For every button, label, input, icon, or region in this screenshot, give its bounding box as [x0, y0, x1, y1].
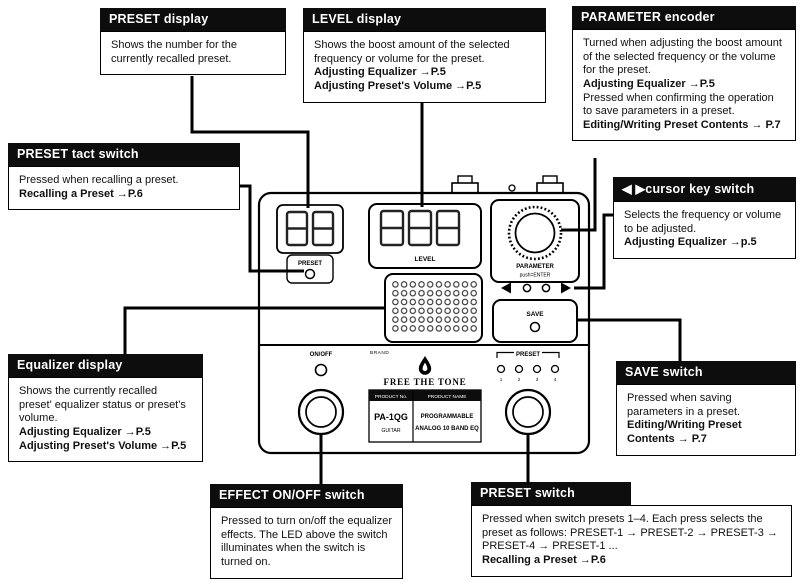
callout-preset-switch-title: PRESET switch [471, 482, 631, 505]
preset-tact-switch [306, 270, 315, 279]
parameter-label: PARAMETER [516, 264, 554, 270]
callout-preset-display-title: PRESET display [100, 8, 286, 31]
product-name-header: PRODUCT NAME [427, 395, 467, 400]
push-enter-label: push=ENTER [519, 272, 551, 279]
callout-level-display-title: LEVEL display [303, 8, 546, 31]
preset-led-number-3: 3 [535, 377, 539, 382]
level-display-label: LEVEL [414, 256, 436, 263]
save-switch [531, 323, 540, 332]
callout-effect-onoff-switch-title: EFFECT ON/OFF switch [210, 484, 403, 507]
onoff-label: ON/OFF [309, 352, 333, 358]
callout-preset-switch-body [471, 505, 792, 577]
callout-parameter-encoder-title: PARAMETER encoder [572, 6, 796, 29]
callout-save-switch-title: SAVE switch [616, 361, 796, 384]
callout-text: Pressed when recalling a preset. [19, 174, 179, 186]
callout-cursor-key-switch-body [613, 201, 796, 259]
callout-reference: Editing/Writing Preset Contents → P.7 [627, 419, 742, 445]
callout-parameter-encoder-body [572, 29, 796, 141]
callout-cursor-key-switch [613, 177, 796, 259]
connector-save-switch [577, 320, 680, 365]
callout-text: Selects the frequency or volume to be adjusted. [624, 209, 782, 235]
effect-onoff-footswitch [299, 390, 343, 434]
product-name-line1: PROGRAMMABLE [420, 414, 474, 420]
callout-reference: Recalling a Preset →P.6 [482, 553, 606, 566]
callout-reference: Adjusting Preset's Volume →P.5 [19, 439, 187, 452]
output-jack-icon [537, 176, 563, 194]
product-name-line2: ANALOG 10 BAND EQ [415, 426, 479, 432]
callout-save-switch [616, 361, 796, 456]
callout-equalizer-display [8, 354, 203, 462]
callout-text: Pressed when confirming the operation to save parameters in a preset. [583, 91, 774, 118]
callout-preset-display [100, 8, 286, 75]
preset-section-label: PRESET [515, 352, 541, 358]
callout-reference: Adjusting Equalizer →P.5 [19, 425, 151, 438]
product-no: PA-1QG [374, 412, 408, 422]
callout-level-display [303, 8, 546, 103]
preset-led-1 [498, 366, 505, 373]
product-category: GUITAR [381, 428, 401, 434]
equalizer-dot-matrix [391, 280, 478, 333]
callout-text: Pressed to turn on/off the equalizer effects. The LED above the switch illuminates when the switch is turned on. [221, 515, 393, 568]
callout-effect-onoff-switch [210, 484, 403, 579]
callout-text: Turned when adjusting the boost amount of the selected frequency or the volume for the preset. [583, 37, 782, 77]
brand-name: FREE THE TONE [383, 377, 467, 387]
save-panel [493, 300, 577, 342]
callout-preset-tact-switch-title: PRESET tact switch [8, 143, 240, 166]
callout-text: Pressed when saving parameters in a preset. [627, 392, 741, 418]
preset-led-number-2: 2 [517, 377, 521, 382]
dc-jack-icon [509, 185, 515, 191]
input-jack-icon [452, 176, 478, 194]
preset-led-2 [516, 366, 523, 373]
callout-level-display-body [303, 31, 546, 103]
save-label: SAVE [526, 311, 544, 318]
parameter-knob [516, 214, 555, 253]
product-table [369, 390, 481, 442]
callout-text: Pressed when switch presets 1–4. Each press selects the preset as follows: PRESET-1 → PRESET-2 → PRESET-3 → PRESET-4 → PRESET-1 ... [482, 513, 778, 553]
callout-preset-tact-switch [8, 143, 240, 210]
callout-preset-tact-switch-body [8, 166, 240, 210]
callout-reference: Adjusting Equalizer →P.5 [583, 77, 715, 90]
preset-led-number-1: 1 [499, 377, 503, 382]
preset-led-4 [552, 366, 559, 373]
product-no-header: PRODUCT No. [374, 395, 408, 400]
callout-reference: Adjusting Preset's Volume →P.5 [314, 79, 482, 92]
preset-display-label: PRESET [297, 261, 323, 267]
callout-reference: Editing/Writing Preset Contents → P.7 [583, 118, 781, 131]
callout-text: Shows the currently recalled preset' equalizer status or preset's volume. [19, 385, 186, 425]
pedal-device [259, 176, 589, 453]
callout-reference: Adjusting Equalizer →P.5 [314, 66, 446, 79]
callout-preset-display-body [100, 31, 286, 75]
cursor-left-switch [523, 284, 530, 291]
callout-reference: Adjusting Equalizer →p.5 [624, 236, 757, 249]
callout-effect-onoff-switch-body [210, 507, 403, 579]
callout-save-switch-body [616, 384, 796, 456]
callout-text: Shows the boost amount of the selected frequency or volume for the preset. [314, 39, 510, 65]
onoff-led [316, 365, 327, 376]
callout-preset-switch [471, 482, 792, 577]
callout-parameter-encoder [572, 6, 796, 141]
callout-reference: Recalling a Preset →P.6 [19, 187, 143, 200]
brand-caption: BRAND [370, 351, 390, 356]
callout-text: Shows the number for the currently recalled preset. [111, 39, 237, 65]
callout-equalizer-display-title: Equalizer display [8, 354, 203, 377]
cursor-right-switch [542, 284, 549, 291]
preset-footswitch [506, 390, 550, 434]
callout-cursor-key-switch-title: ◀ ▶cursor key switch [613, 177, 796, 201]
preset-led-3 [534, 366, 541, 373]
preset-led-number-4: 4 [553, 377, 557, 382]
callout-equalizer-display-body [8, 377, 203, 462]
